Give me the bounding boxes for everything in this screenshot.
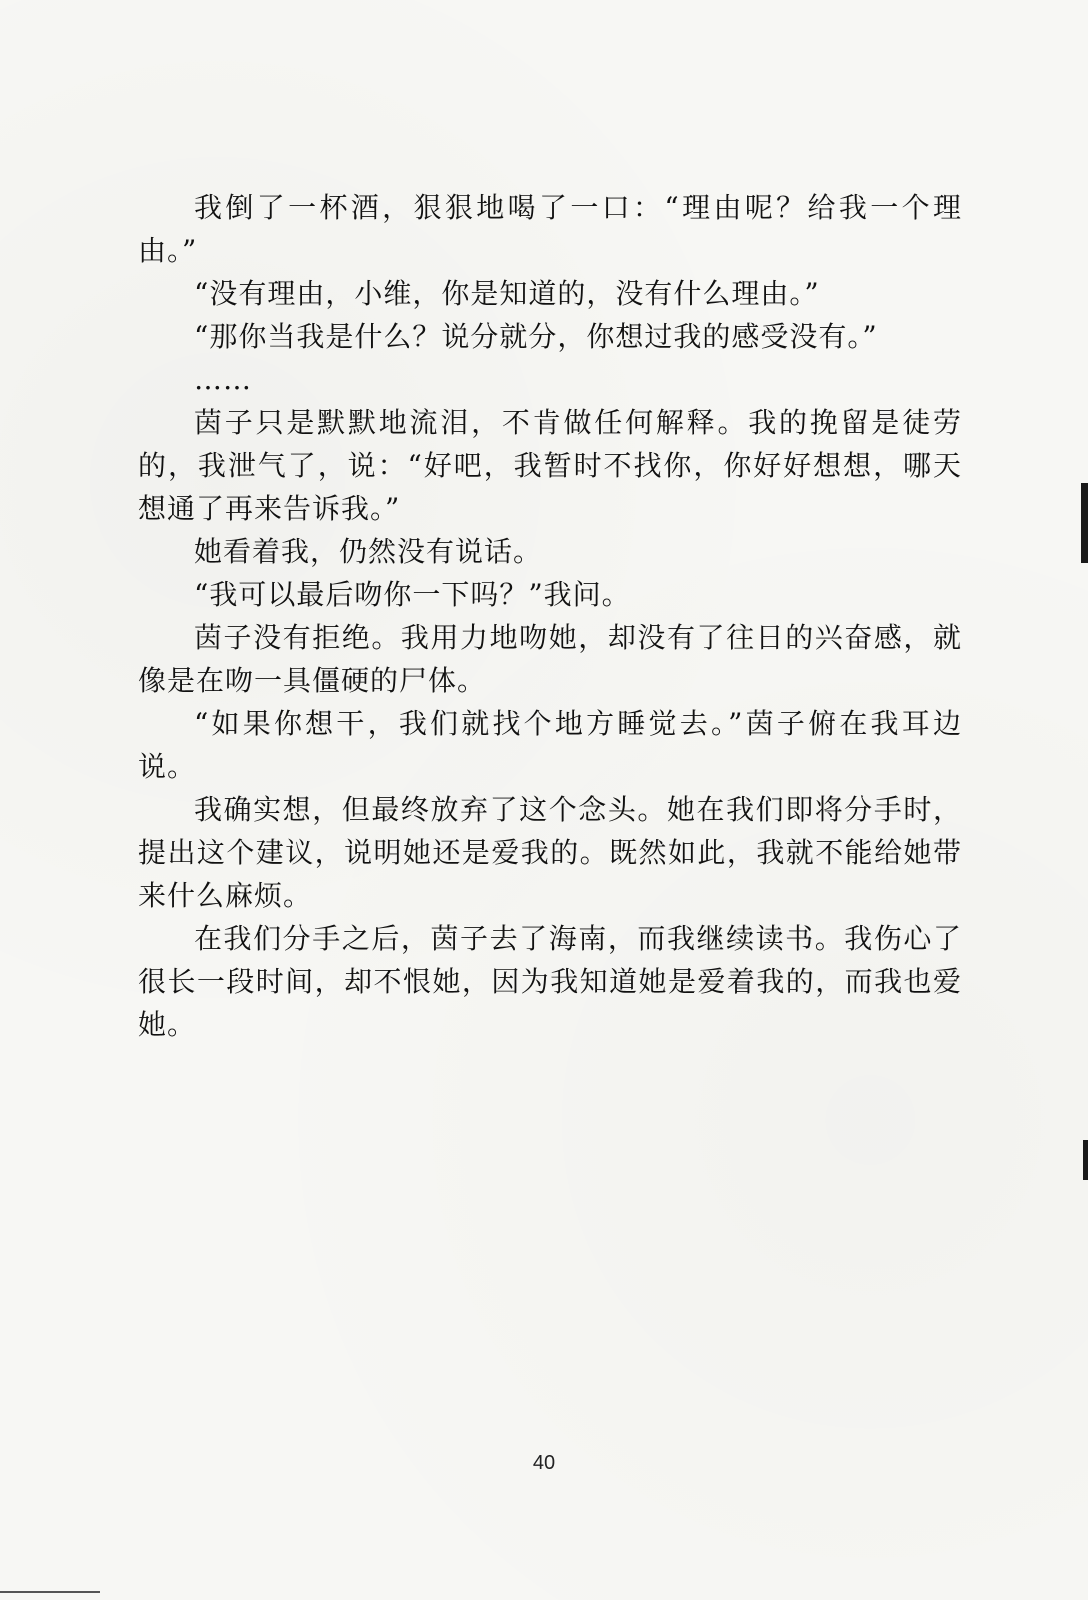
ellipsis-line: …… xyxy=(194,363,252,396)
paragraph: “没有理由，小维，你是知道的，没有什么理由。” xyxy=(194,277,820,310)
paragraph: 她看着我，仍然没有说话。 xyxy=(194,535,543,568)
body-text xyxy=(138,186,962,1046)
scan-edge-mark xyxy=(1083,1140,1088,1180)
scan-edge-mark xyxy=(1081,483,1088,563)
paragraph: “如果你想干，我们就找个地方睡觉去。”茵子俯在我耳边说。 xyxy=(138,707,962,783)
paragraph: 我确实想，但最终放弃了这个念头。她在我们即将分手时，提出这个建议，说明她还是爱我的。既然如此，我就不能给她带来什么麻烦。 xyxy=(138,793,962,912)
paragraph: “我可以最后吻你一下吗？”我问。 xyxy=(194,578,631,611)
paragraph: 我倒了一杯酒，狠狠地喝了一口：“理由呢？给我一个理由。” xyxy=(138,191,962,267)
paragraph: 在我们分手之后，茵子去了海南，而我继续读书。我伤心了很长一段时间，却不恨她，因为我知道她是爱着我的，而我也爱她。 xyxy=(138,922,962,1041)
paragraph: 茵子没有拒绝。我用力地吻她，却没有了往日的兴奋感，就像是在吻一具僵硬的尸体。 xyxy=(138,621,962,697)
page-number: 40 xyxy=(532,1452,556,1474)
scan-edge-line xyxy=(0,1591,100,1593)
paragraph: “那你当我是什么？说分就分，你想过我的感受没有。” xyxy=(194,320,878,353)
paragraph: 茵子只是默默地流泪，不肯做任何解释。我的挽留是徒劳的，我泄气了，说：“好吧，我暂时不找你，你好好想想，哪天想通了再来告诉我。” xyxy=(138,406,962,525)
